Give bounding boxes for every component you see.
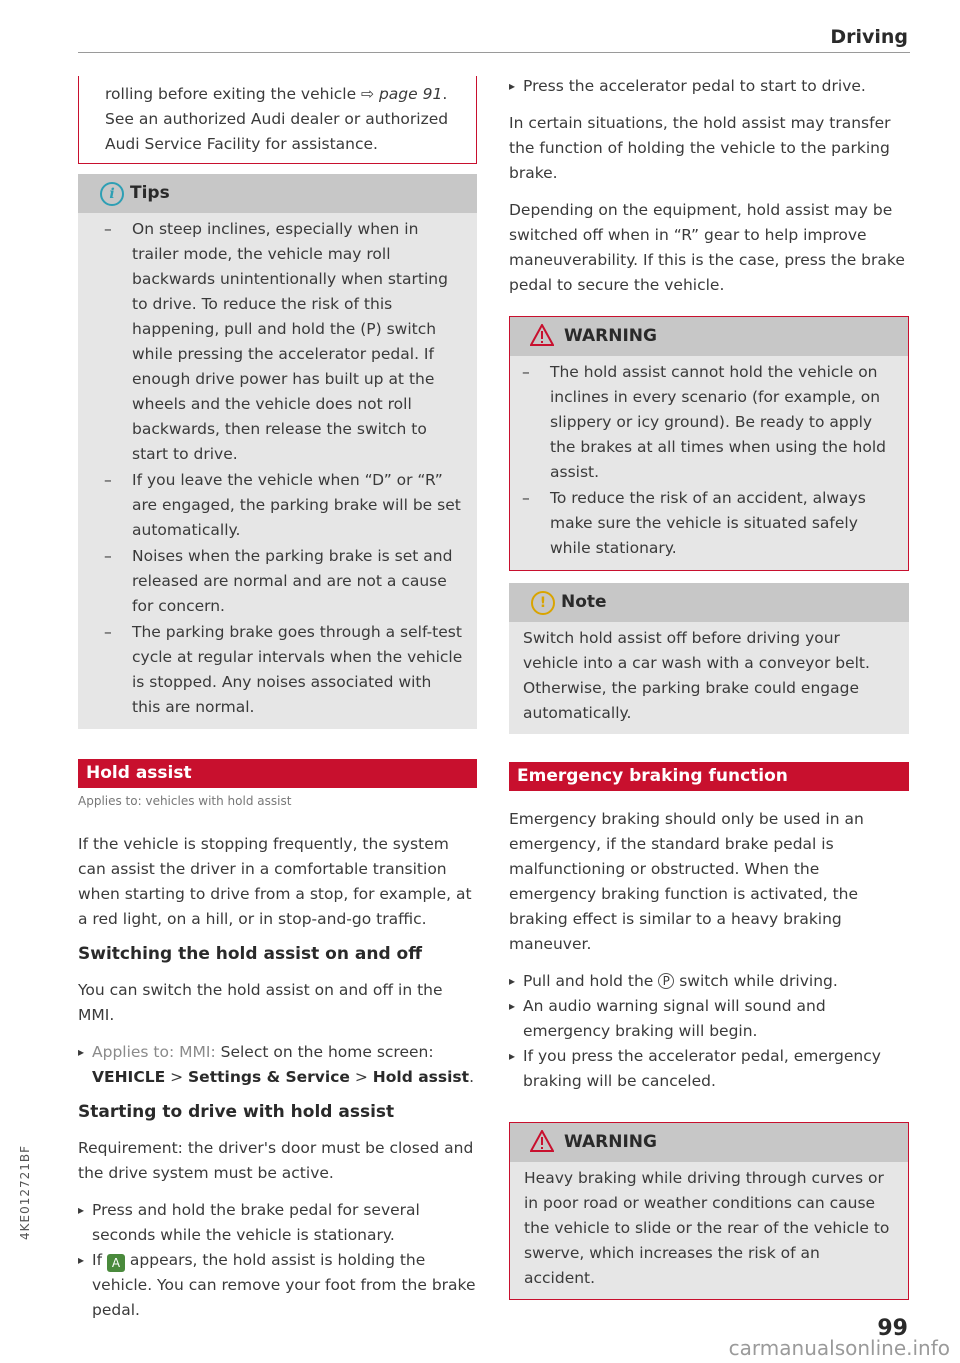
exclamation-icon: ! xyxy=(531,591,555,615)
right-column xyxy=(509,74,909,1300)
emergency-step-1 xyxy=(509,969,909,994)
tips-box xyxy=(78,174,477,729)
note-text: Switch hold assist off before driving your vehicle into a car wash with a conveyor belt. Otherwise, the parking brake could engage automatically. xyxy=(523,629,870,722)
text-run: > xyxy=(349,1068,373,1086)
accel-step: ▸ Press the accelerator pedal to start to drive. xyxy=(509,74,909,99)
switch-steps xyxy=(78,1040,477,1090)
warning-continuation xyxy=(78,76,477,164)
tips-label: Tips xyxy=(130,183,170,203)
note-label: Note xyxy=(561,592,607,612)
requirement: Requirement: the driver's door must be closed and the drive system must be active. xyxy=(78,1139,474,1182)
hold-assist-intro: If the vehicle is stopping frequently, the system can assist the driver in a comfortable transition when starting to drive from a stop, for example, at a red light, on a hill, or in stop-and-go traffic. xyxy=(78,835,472,928)
emergency-steps xyxy=(509,969,909,1094)
note-box xyxy=(509,583,909,734)
tips-header xyxy=(78,174,477,213)
start-steps xyxy=(78,1198,477,1323)
list-item: – On steep inclines, especially when in trailer mode, the vehicle may roll backwards unintentionally when starting to drive. To reduce the risk of this happening, pull and hold the (P) switch while pressing the accelerator pedal. If enough drive power has built up at the wheels and the vehicle does not roll backwards, then release the switch to start to drive. xyxy=(104,217,463,467)
list-item: – To reduce the risk of an accident, always make sure the vehicle is situated safely while stationary. xyxy=(522,486,894,561)
warning2-header xyxy=(510,1123,908,1162)
parking-brake-icon: P xyxy=(658,973,674,989)
text-run: > xyxy=(165,1068,189,1086)
document-code: 4KE012721BF xyxy=(18,1144,32,1240)
start-step-2-b: appears, the hold assist is holding the vehicle. You can remove your foot from the brake pedal. xyxy=(92,1251,476,1319)
text-run: Hold assist xyxy=(372,1068,470,1086)
warning2-label: WARNING xyxy=(564,1132,657,1152)
switch-text: You can switch the hold assist on and off in the MMI. xyxy=(78,981,443,1024)
warning-label: WARNING xyxy=(564,326,657,346)
warning-triangle-icon xyxy=(530,324,554,346)
right-para-1: In certain situations, the hold assist may transfer the function of holding the vehicle to the parking brake. xyxy=(509,114,891,182)
text-run: See an authorized Audi dealer or authorized Audi Service Facility for assistance. xyxy=(105,110,449,153)
list-item: – If you leave the vehicle when “D” or “R” are engaged, the parking brake will be set automatically. xyxy=(104,468,463,543)
emergency-intro: Emergency braking should only be used in an emergency, if the standard brake pedal is malfunctioning or obstructed. When the emergency braking function is activated, the braking effect is similar to a heavy braking maneuver. xyxy=(509,810,864,953)
text-run: rolling before exiting the vehicle ⇨ xyxy=(105,85,379,103)
section-title-emergency: Emergency braking function xyxy=(509,762,909,791)
heading-switching: Switching the hold assist on and off xyxy=(78,944,422,964)
text-run: . xyxy=(442,85,448,103)
info-icon: i xyxy=(100,182,124,206)
warning-list xyxy=(522,360,894,561)
watermark: carmanualsonline.info xyxy=(728,1336,950,1360)
heading-starting: Starting to drive with hold assist xyxy=(78,1102,395,1122)
page-number: 99 xyxy=(877,1316,908,1341)
start-step-2 xyxy=(78,1248,477,1323)
text-run: Settings & Service xyxy=(188,1068,350,1086)
emergency-step-1-b: switch while driving. xyxy=(674,972,838,990)
text-run: VEHICLE xyxy=(92,1068,166,1086)
page-header xyxy=(78,20,910,53)
emergency-step-2: ▸ An audio warning signal will sound and emergency braking will begin. xyxy=(509,994,909,1044)
list-item: – Noises when the parking brake is set and released are normal and are not a cause for concern. xyxy=(104,544,463,619)
left-column xyxy=(78,74,477,1335)
text-run: Applies to: MMI: xyxy=(92,1043,221,1061)
text-run: Select on the home screen: xyxy=(220,1043,434,1061)
list-item: – The parking brake goes through a self-test cycle at regular intervals when the vehicle is stopped. Any noises associated with this are normal. xyxy=(104,620,463,720)
hold-assist-indicator-icon: A xyxy=(107,1254,125,1272)
start-step-2-a: If xyxy=(92,1251,107,1269)
start-step-1: ▸ Press and hold the brake pedal for several seconds while the vehicle is stationary. xyxy=(78,1198,477,1248)
warning-continuation-text xyxy=(105,82,456,157)
chapter-title: Driving xyxy=(830,26,908,48)
tips-list xyxy=(104,217,463,720)
switch-step xyxy=(78,1040,477,1090)
section-title-hold-assist: Hold assist xyxy=(78,759,477,788)
text-run: . xyxy=(469,1068,475,1086)
note-header xyxy=(509,583,909,622)
warning-header xyxy=(510,317,908,356)
list-item: – The hold assist cannot hold the vehicle on inclines in every scenario (for example, on slippery or icy ground). Be ready to apply the brakes at all times when using the hold assist. xyxy=(522,360,894,485)
emergency-step-1-a: Pull and hold the xyxy=(523,972,659,990)
accel-steps xyxy=(509,74,909,99)
warning-box-emergency xyxy=(509,1122,909,1300)
emergency-step-3: ▸ If you press the accelerator pedal, emergency braking will be canceled. xyxy=(509,1044,909,1094)
right-para-2: Depending on the equipment, hold assist may be switched off when in “R” gear to help improve maneuverability. If this is the case, press the brake pedal to secure the vehicle. xyxy=(509,201,905,294)
warning-box-hold xyxy=(509,316,909,571)
applies-to: Applies to: vehicles with hold assist xyxy=(78,794,292,808)
warning2-text: Heavy braking while driving through curves or in poor road or weather conditions can cause the vehicle to slide or the rear of the vehicle to swerve, which increases the risk of an accident. xyxy=(524,1169,890,1287)
text-run: page 91 xyxy=(378,85,443,103)
warning-triangle-icon xyxy=(530,1130,554,1152)
